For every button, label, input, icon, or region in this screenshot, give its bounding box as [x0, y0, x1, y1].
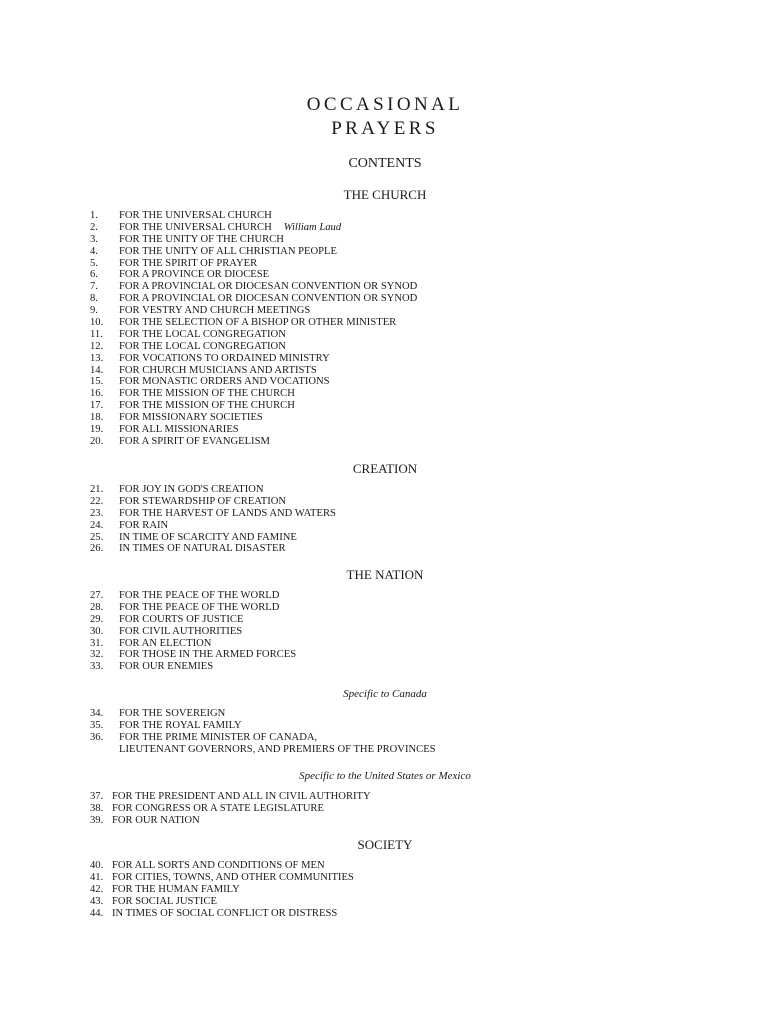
item-number: 2. — [90, 221, 98, 233]
item-title: FOR STEWARDSHIP OF CREATION — [119, 495, 287, 507]
item-title: FOR THE HUMAN FAMILY — [112, 883, 240, 895]
item-number: 28. — [90, 601, 104, 613]
item-number: 43. — [90, 895, 104, 907]
item-title: FOR COURTS OF JUSTICE — [119, 613, 244, 625]
item-number: 10. — [90, 317, 104, 329]
item-title: FOR MISSIONARY SOCIETIES — [119, 412, 263, 424]
item-number: 26. — [90, 543, 104, 555]
item-title: FOR THOSE IN THE ARMED FORCES — [119, 649, 297, 661]
item-title: FOR THE PRIME MINISTER OF CANADA, — [119, 731, 318, 743]
item-title: FOR CONGRESS OR A STATE LEGISLATURE — [112, 802, 324, 814]
item-title: FOR MONASTIC ORDERS AND VOCATIONS — [119, 376, 330, 388]
section-heading-church: THE CHURCH — [343, 187, 427, 202]
item-title: FOR RAIN — [119, 519, 169, 531]
item-title: FOR SOCIAL JUSTICE — [112, 895, 217, 907]
contents-heading: CONTENTS — [348, 156, 422, 171]
item-title: FOR THE SPIRIT OF PRAYER — [119, 257, 258, 269]
item-number: 12. — [90, 340, 104, 352]
item-title: FOR THE LOCAL CONGREGATION — [119, 340, 286, 352]
section-heading-nation: THE NATION — [346, 567, 424, 582]
item-number: 11. — [90, 328, 103, 340]
item-number: 36. — [90, 731, 104, 743]
item-title: FOR A PROVINCIAL OR DIOCESAN CONVENTION OR SYNOD — [119, 281, 418, 293]
item-number: 7. — [90, 281, 98, 293]
item-title: FOR THE SOVEREIGN — [119, 708, 226, 719]
item-title: FOR ALL SORTS AND CONDITIONS OF MEN — [112, 860, 325, 871]
item-number: 13. — [90, 352, 104, 364]
item-number: 29. — [90, 613, 104, 625]
item-number: 31. — [90, 637, 104, 649]
item-title: FOR THE HARVEST OF LANDS AND WATERS — [119, 507, 336, 519]
item-title: FOR THE PRESIDENT AND ALL IN CIVIL AUTHORITY — [112, 791, 371, 802]
item-title: FOR THE LOCAL CONGREGATION — [119, 328, 286, 340]
item-title: FOR A PROVINCE OR DIOCESE — [119, 269, 270, 281]
item-number: 15. — [90, 376, 104, 388]
item-number: 19. — [90, 424, 104, 436]
item-number: 39. — [90, 814, 104, 826]
item-title-text: FOR THE UNIVERSAL CHURCH — [119, 221, 272, 233]
item-title: FOR THE SELECTION OF A BISHOP OR OTHER MINISTER — [119, 317, 397, 329]
section-heading-creation: CREATION — [352, 461, 418, 476]
item-number: 30. — [90, 625, 104, 637]
item-title: FOR CITIES, TOWNS, AND OTHER COMMUNITIES — [112, 871, 354, 883]
item-number: 5. — [90, 257, 98, 269]
item-number: 41. — [90, 871, 104, 883]
item-number: 25. — [90, 531, 104, 543]
item-title: FOR JOY IN GOD'S CREATION — [119, 484, 264, 495]
item-number: 20. — [90, 435, 104, 447]
item-number: 1. — [90, 210, 98, 221]
item-title — [119, 222, 341, 234]
item-number: 42. — [90, 883, 104, 895]
item-title: FOR THE MISSION OF THE CHURCH — [119, 400, 295, 412]
item-number: 33. — [90, 661, 104, 673]
item-title: IN TIME OF SCARCITY AND FAMINE — [119, 531, 297, 543]
item-title: FOR OUR NATION — [112, 814, 200, 826]
item-author: William Laud — [283, 221, 342, 233]
item-title: FOR VESTRY AND CHURCH MEETINGS — [119, 305, 311, 317]
item-title: LIEUTENANT GOVERNORS, AND PREMIERS OF THE PROVINCES — [119, 743, 436, 755]
item-number: 22. — [90, 495, 104, 507]
item-number: 9. — [90, 305, 98, 317]
item-title: FOR THE UNITY OF THE CHURCH — [119, 233, 284, 245]
item-number: 35. — [90, 719, 104, 731]
item-title: FOR AN ELECTION — [119, 637, 212, 649]
item-number: 8. — [90, 293, 98, 305]
item-number: 14. — [90, 364, 104, 376]
item-number: 44. — [90, 907, 104, 919]
item-title: FOR VOCATIONS TO ORDAINED MINISTRY — [119, 352, 330, 364]
item-title: FOR THE ROYAL FAMILY — [119, 719, 242, 731]
item-number: 27. — [90, 590, 104, 601]
item-number: 38. — [90, 802, 104, 814]
item-title: FOR CIVIL AUTHORITIES — [119, 625, 243, 637]
item-title: FOR A PROVINCIAL OR DIOCESAN CONVENTION OR SYNOD — [119, 293, 418, 305]
item-title: FOR ALL MISSIONARIES — [119, 424, 239, 436]
item-number: 4. — [90, 245, 98, 257]
item-title: FOR OUR ENEMIES — [119, 661, 214, 673]
item-title: FOR THE UNIVERSAL CHURCH — [119, 210, 272, 221]
item-number: 17. — [90, 400, 104, 412]
item-number: 40. — [90, 860, 104, 871]
item-title: FOR THE MISSION OF THE CHURCH — [119, 388, 295, 400]
item-title: FOR THE PEACE OF THE WORLD — [119, 601, 280, 613]
title-line-2: PRAYERS — [331, 118, 439, 139]
item-number: 23. — [90, 507, 104, 519]
item-number: 21. — [90, 484, 104, 495]
item-number: 16. — [90, 388, 104, 400]
item-title: IN TIMES OF SOCIAL CONFLICT OR DISTRESS — [112, 907, 338, 919]
item-number: 3. — [90, 233, 98, 245]
section-heading-usmex: Specific to the United States or Mexico — [299, 770, 471, 782]
section-heading-society: SOCIETY — [357, 837, 413, 852]
item-number: 6. — [90, 269, 98, 281]
item-title: FOR CHURCH MUSICIANS AND ARTISTS — [119, 364, 317, 376]
item-number: 32. — [90, 649, 104, 661]
item-number: 37. — [90, 791, 104, 802]
item-title: FOR A SPIRIT OF EVANGELISM — [119, 435, 270, 447]
section-heading-canada: Specific to Canada — [343, 688, 427, 700]
item-title: IN TIMES OF NATURAL DISASTER — [119, 543, 286, 555]
item-number: 18. — [90, 412, 104, 424]
item-title: FOR THE UNITY OF ALL CHRISTIAN PEOPLE — [119, 245, 337, 257]
title-line-1: OCCASIONAL — [306, 94, 464, 115]
item-number: 24. — [90, 519, 104, 531]
item-title: FOR THE PEACE OF THE WORLD — [119, 590, 280, 601]
item-number: 34. — [90, 708, 104, 719]
